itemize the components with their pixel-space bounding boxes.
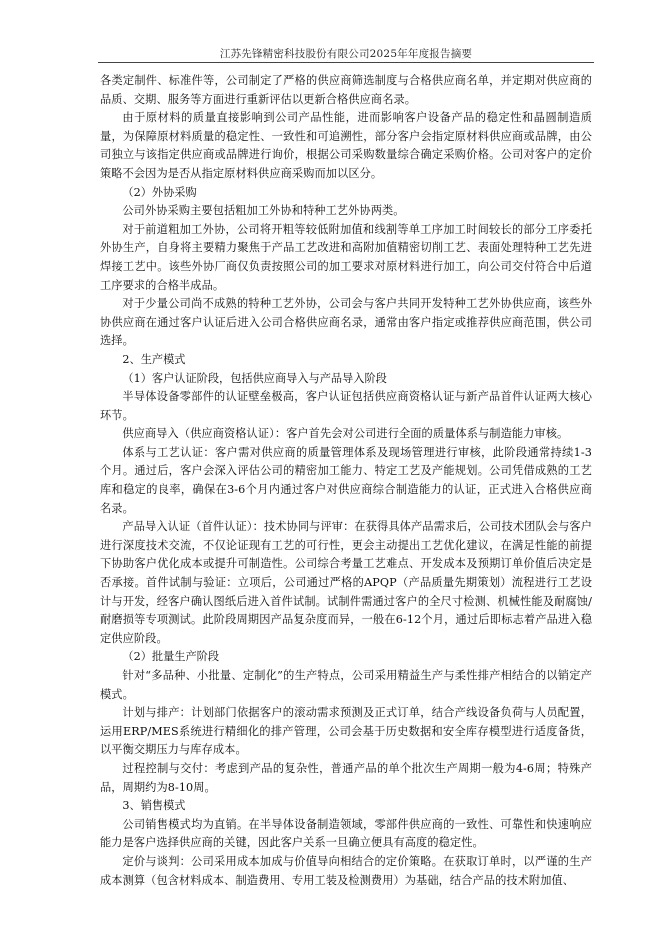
paragraph: 产品导入认证（首件认证）：技术协同与评审：在获得具体产品需求后，公司技术团队会与客户进行深度技术交流，不仅论证现有工艺的可行性，更会主动提出工艺优化建议，在满足性能的前提下协助客户优化成本或提升可制造性。公司综合考量工艺难点、开发成本及预期订单价值后决定是否承接。首件试制与验证：立项后，公司通过严格的APQP（产品质量先期策划）流程进行工艺设计与开发，经客户确认图纸后进入首件试制。试制件需通过客户的全尺寸检测、机械性能及耐腐蚀/耐磨损等专项测试。此阶段周期因产品复杂度而异，一般在6-12个月，通过后即标志着产品进入稳定供应阶段。 bbox=[100, 520, 592, 645]
page-header: 江苏先锋精密科技股份有限公司2025年年度报告摘要 bbox=[219, 48, 473, 60]
paragraph: 计划与排产：计划部门依据客户的滚动需求预测及正式订单，结合产线设备负荷与人员配置，运用ERP/MES系统进行精细化的排产管理，公司会基于历史数据和安全库存模型进行适度备货，以平衡交期压力与库存成本。 bbox=[100, 706, 592, 757]
section-heading: （1）客户认证阶段，包括供应商导入与产品导入阶段 bbox=[122, 371, 387, 385]
header-rule bbox=[98, 62, 594, 63]
paragraph: 公司外协采购主要包括粗加工外协和特种工艺外协两类。 bbox=[122, 204, 405, 218]
section-heading: （2）外协采购 bbox=[122, 185, 197, 199]
paragraph: 各类定制件、标准件等，公司制定了严格的供应商筛选制度与合格供应商名单，并定期对供应商的品质、交期、服务等方面进行重新评估以更新合格供应商名录。 bbox=[100, 74, 592, 106]
section-heading: 3、销售模式 bbox=[122, 799, 186, 813]
paragraph: 针对“多品种、小批量、定制化”的生产特点，公司采用精益生产与柔性排产相结合的以销定产模式。 bbox=[100, 669, 592, 701]
paragraph: 由于原材料的质量直接影响到公司产品性能，进而影响客户设备产品的稳定性和晶圆制造质量，为保障原材料质量的稳定性、一致性和可追溯性，部分客户会指定原材料供应商或品牌，由公司独立与该指定供应商或品牌进行询价，根据公司采购数量综合确定采购价格。公司对客户的定价策略不会因为是否从指定原材料供应商采购而加以区分。 bbox=[100, 111, 592, 180]
paragraph: 供应商导入（供应商资格认证）：客户首先会对公司进行全面的质量体系与制造能力审核。 bbox=[122, 427, 569, 441]
paragraph: 半导体设备零部件的认证壁垒极高，客户认证包括供应商资格认证与新产品首件认证两大核心环节。 bbox=[100, 390, 592, 422]
paragraph: 过程控制与交付：考虑到产品的复杂性，普通产品的单个批次生产周期一般为4-6周；特殊产品，周期约为8-10周。 bbox=[100, 761, 592, 794]
paragraph: 定价与谈判：公司采用成本加成与价值导向相结合的定价策略。在获取订单时，以严谨的生产成本测算（包含材料成本、制造费用、专用工装及检测费用）为基础，结合产品的技术附加值、 bbox=[100, 854, 592, 887]
paragraph: 公司销售模式均为直销。在半导体设备制造领域，零部件供应商的一致性、可靠性和快速响应能力是客户选择供应商的关键，因此客户关系一旦确立便具有高度的稳定性。 bbox=[100, 817, 592, 850]
section-heading: 2、生产模式 bbox=[122, 352, 186, 366]
paragraph: 对于前道粗加工外协，公司将开粗等较低附加值和线割等单工序加工时间较长的部分工序委托外协生产，自身将主要精力聚焦于产品工艺改进和高附加值精密切削工艺、表面处理特种工艺先进焊接工艺中。该些外协厂商仅负责按照公司的加工要求对原材料进行加工，向公司交付符合中后道工序要求的合格半成品。 bbox=[100, 222, 592, 292]
paragraph: 体系与工艺认证：客户需对供应商的质量管理体系及现场管理进行审核，此阶段通常持续1-3个月。通过后，客户会深入评估公司的精密加工能力、特定工艺及产能规划。公司凭借成熟的工艺库和稳定的良率，确保在3-6个月内通过客户对供应商综合制造能力的认证，正式进入合格供应商名录。 bbox=[100, 445, 592, 515]
document-body bbox=[100, 72, 592, 890]
section-heading: （2）批量生产阶段 bbox=[122, 650, 220, 664]
paragraph: 对于少量公司尚不成熟的特种工艺外协，公司会与客户共同开发特种工艺外协供应商，该些外协供应商在通过客户认证后进入公司合格供应商名录，通常由客户指定或推荐供应商范围，供公司选择。 bbox=[100, 297, 592, 348]
